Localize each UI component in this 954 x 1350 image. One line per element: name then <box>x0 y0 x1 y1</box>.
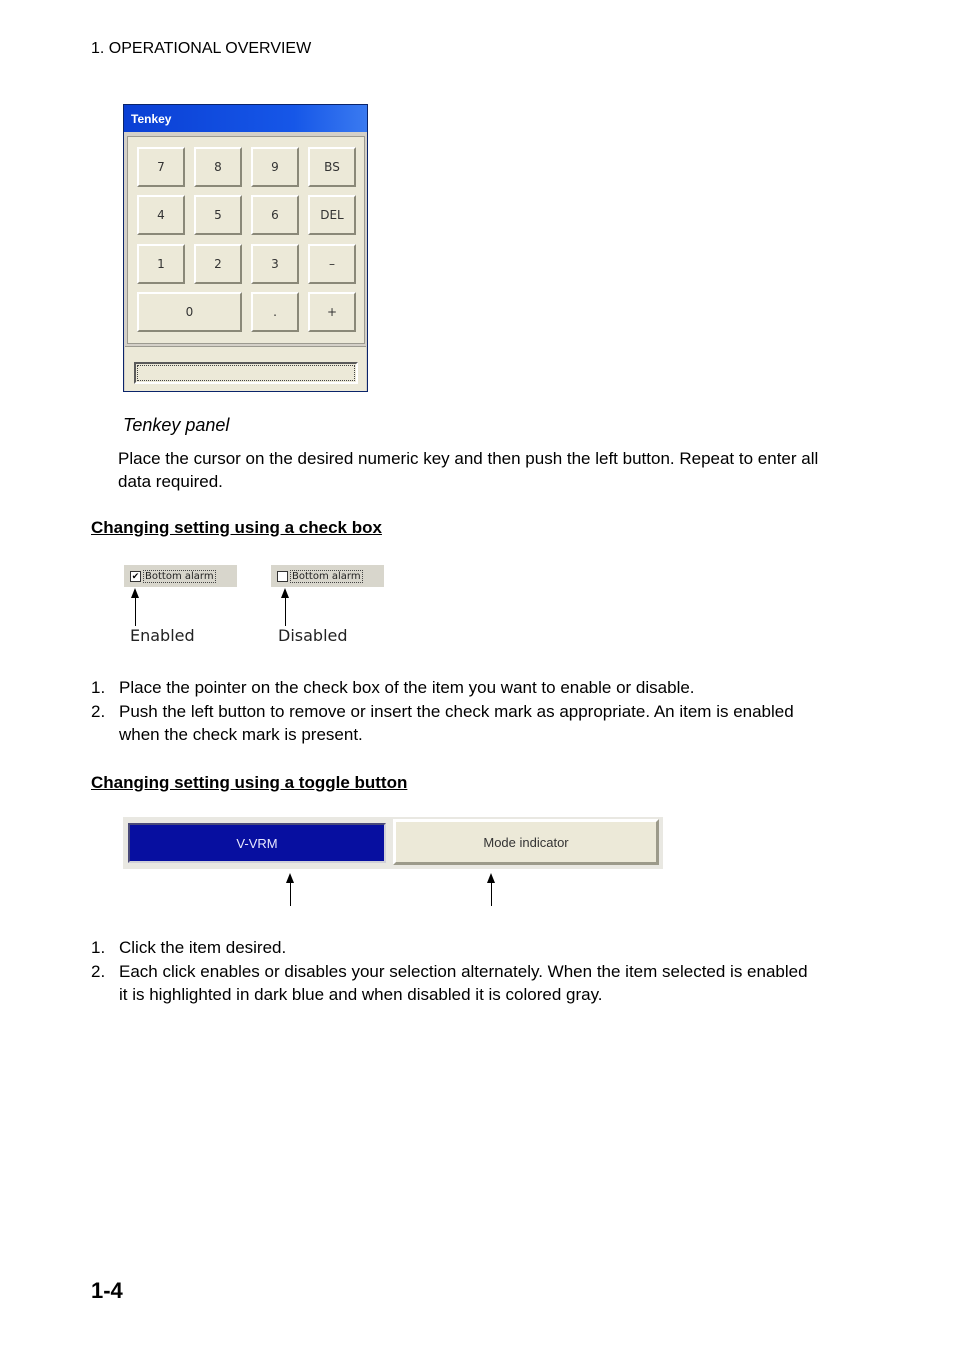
key-7[interactable]: 7 <box>137 147 185 187</box>
tenkey-title-bar: Tenkey <box>124 105 367 132</box>
enabled-caption: Enabled <box>130 626 195 645</box>
key-decimal[interactable]: . <box>251 292 299 332</box>
key-3[interactable]: 3 <box>251 244 299 284</box>
running-header: 1. OPERATIONAL OVERVIEW <box>91 40 312 57</box>
key-2[interactable]: 2 <box>194 244 242 284</box>
tenkey-window <box>123 104 368 392</box>
tenkey-description: Place the cursor on the desired numeric key and then push the left button. Repeat to enter all data required. <box>118 449 819 491</box>
list-number: 2. <box>91 962 106 981</box>
disabled-caption: Disabled <box>278 626 348 645</box>
arrow-shaft <box>290 881 291 906</box>
key-8[interactable]: 8 <box>194 147 242 187</box>
key-5[interactable]: 5 <box>194 195 242 235</box>
toggle-button-enabled[interactable]: V-VRM <box>128 823 386 863</box>
checkbox-label: Bottom alarm <box>145 570 214 582</box>
page-number: 1-4 <box>91 1278 123 1303</box>
figure-caption: Tenkey panel <box>123 415 230 435</box>
checkbox-enabled-sample[interactable] <box>124 565 237 587</box>
key-9[interactable]: 9 <box>251 147 299 187</box>
checkbox-checked-icon[interactable]: ✔ <box>131 570 140 581</box>
list-item: Each click enables or disables your selection alternately. When the item selected is enabled it is highlighted in dark blue and when disabled it is colored gray. <box>119 962 808 1004</box>
list-item: Place the pointer on the check box of the item you want to enable or disable. <box>119 678 695 697</box>
list-number: 2. <box>91 702 106 721</box>
section-heading-checkbox: Changing setting using a check box <box>91 518 382 537</box>
arrow-shaft <box>135 596 136 626</box>
list-item: Click the item desired. <box>119 938 287 957</box>
key-4[interactable]: 4 <box>137 195 185 235</box>
tenkey-keypad <box>127 136 365 344</box>
checkbox-label: Bottom alarm <box>292 570 361 582</box>
checkbox-unchecked-icon[interactable] <box>277 571 288 582</box>
list-item: Push the left button to remove or insert the check mark as appropriate. An item is enabled when the check mark is present. <box>119 702 794 744</box>
section-heading-toggle: Changing setting using a toggle button <box>91 773 408 792</box>
key-backspace[interactable]: BS <box>308 147 356 187</box>
arrow-shaft <box>491 881 492 906</box>
key-delete[interactable]: DEL <box>308 195 356 235</box>
key-plus[interactable]: + <box>308 292 356 332</box>
tenkey-value-field[interactable] <box>134 362 358 384</box>
list-number: 1. <box>91 938 106 957</box>
tenkey-footer <box>125 346 366 391</box>
arrow-shaft <box>285 596 286 626</box>
key-minus[interactable]: – <box>308 244 356 284</box>
key-1[interactable]: 1 <box>137 244 185 284</box>
toggle-button-disabled[interactable]: Mode indicator <box>393 819 659 865</box>
key-0[interactable]: 0 <box>137 292 242 332</box>
key-6[interactable]: 6 <box>251 195 299 235</box>
checkbox-disabled-sample[interactable] <box>271 565 384 587</box>
list-number: 1. <box>91 678 106 697</box>
